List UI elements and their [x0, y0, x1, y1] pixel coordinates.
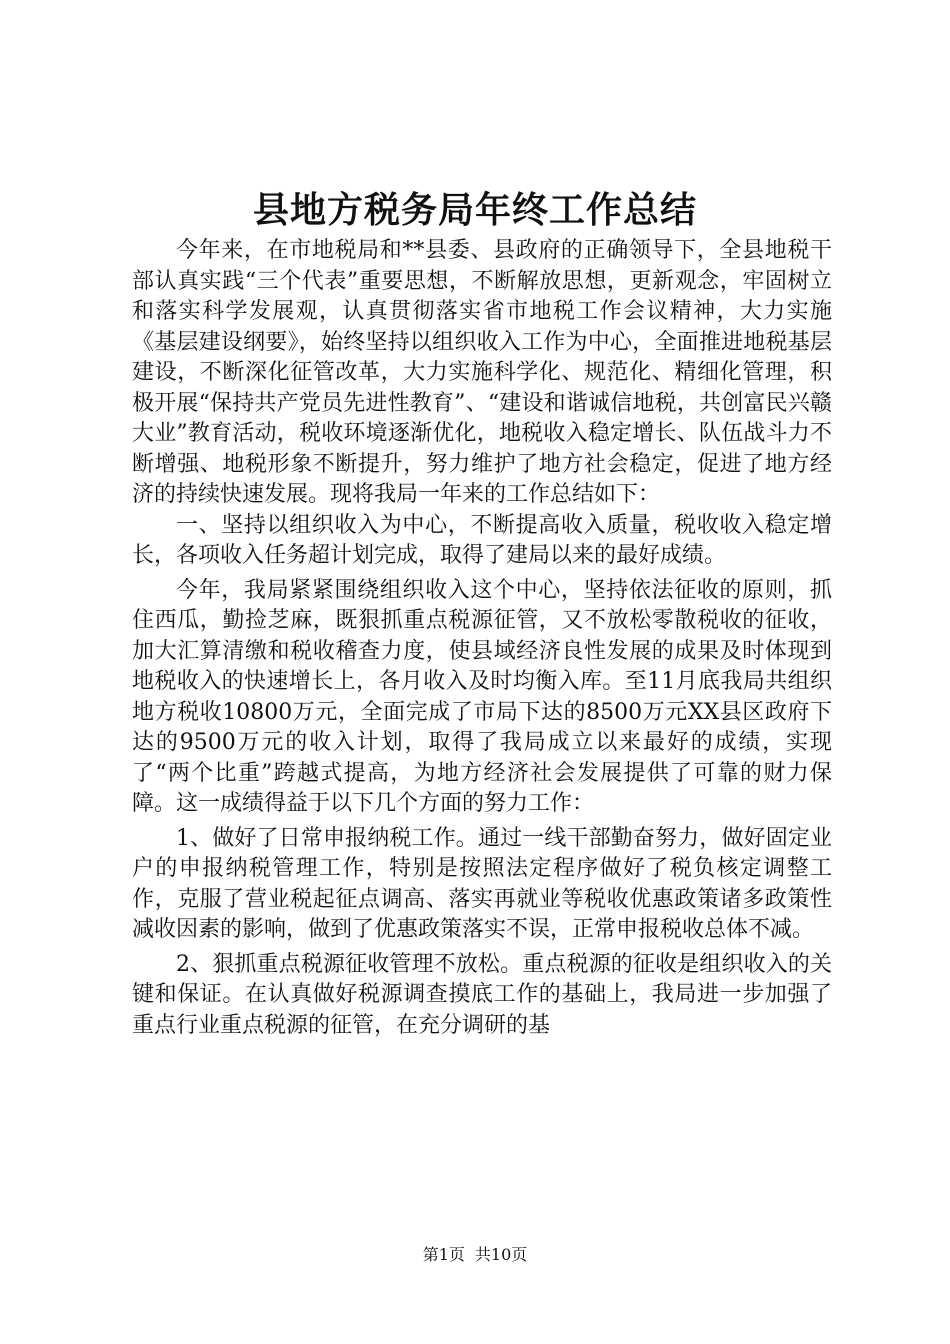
page-number: 第1页 [422, 1245, 465, 1264]
paragraph-intro: 今年来，在市地税局和**县委、县政府的正确领导下，全县地税干部认真实践“三个代表”重要思想，不断解放思想，更新观念，牢固树立和落实科学发展观，认真贯彻落实省市地税工作会议精神，大力实施《基层建设纲要》，始终坚持以组织收入工作为中心，全面推进地税基层建设，不断深化征管改革，大力实施科学化、规范化、精细化管理，积极开展“保持共产党员先进性教育”、“建设和谐诚信地税，共创富民兴赣大业”教育活动，税收环境逐渐优化，地税收入稳定增长、队伍战斗力不断增强、地税形象不断提升，努力维护了地方社会稳定，促进了地方经济的持续快速发展。现将我局一年来的工作总结如下： [132, 238, 832, 507]
document-title: 县地方税务局年终工作总结 [252, 189, 697, 231]
paragraph-item-1: 1、做好了日常申报纳税工作。通过一线干部勤奋努力，做好固定业户的申报纳税管理工作，特别是按照法定程序做好了税负核定调整工作，克服了营业税起征点调高、落实再就业等税收优惠政策诸多政策性减收因素的影响，做到了优惠政策落实不误，正常申报税收总体不减。 [132, 825, 832, 942]
paragraph-section-one-heading: 一、坚持以组织收入为中心，不断提高收入质量，税收收入稳定增长，各项收入任务超计划完成，取得了建局以来的最好成绩。 [132, 512, 832, 568]
document-body [132, 236, 832, 1041]
paragraph-revenue-summary: 今年，我局紧紧围绕组织收入这个中心，坚持依法征收的原则，抓住西瓜，勤捡芝麻，既狠抓重点税源征管，又不放松零散税收的征收，加大汇算清缴和税收稽查力度，使县域经济良性发展的成果及时体现到地税收入的快速增长上，各月收入及时均衡入库。至11月底我局共组织地方税收10800万元，全面完成了市局下达的8500万元XX县区政府下达的9500万元的收入计划，取得了我局成立以来最好的成绩，实现了“两个比重”跨越式提高，为地方经济社会发展提供了可靠的财力保障。这一成绩得益于以下几个方面的努力工作： [132, 577, 832, 816]
paragraph-item-2: 2、狠抓重点税源征收管理不放松。重点税源的征收是组织收入的关键和保证。在认真做好税源调查摸底工作的基础上，我局进一步加强了重点行业重点税源的征管，在充分调研的基 [132, 951, 832, 1038]
page-total: 共10页 [474, 1245, 528, 1264]
page-footer [0, 1244, 950, 1266]
